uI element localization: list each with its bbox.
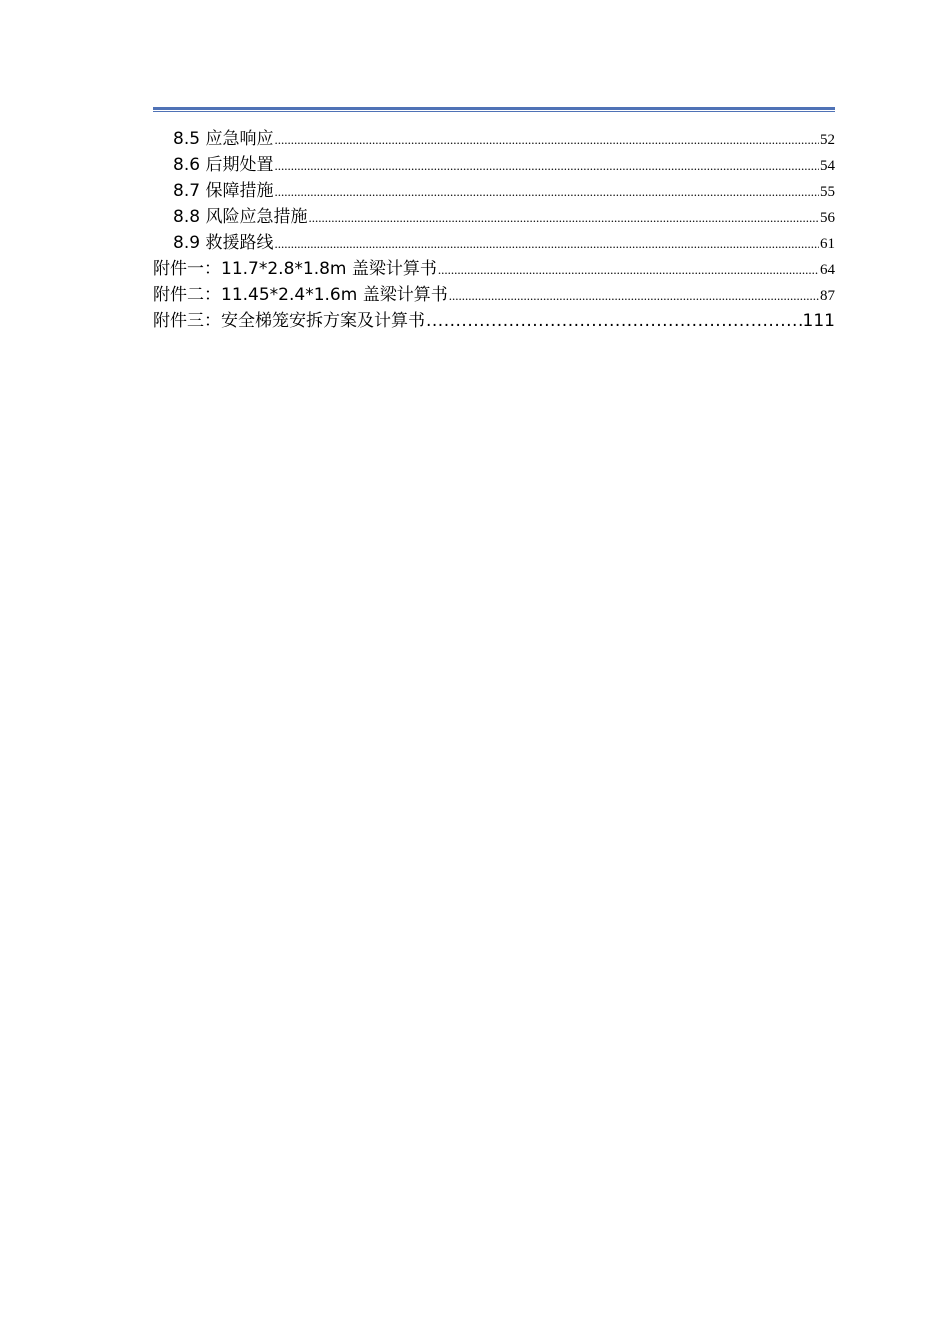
toc-dot-leader [274, 127, 819, 153]
toc-entry-title: 附件二：11.45*2.4*1.6m 盖梁计算书 [153, 285, 448, 305]
toc-entry-title: 8.5 应急响应 [173, 129, 274, 149]
toc-entry[interactable] [153, 308, 835, 334]
toc-entry-page: 55 [820, 184, 835, 200]
toc-entry-title: 8.7 保障措施 [173, 181, 274, 201]
toc-entry[interactable] [153, 204, 835, 230]
toc-entry-page: 52 [820, 132, 835, 148]
toc-entry-title: 8.8 风险应急措施 [173, 207, 308, 227]
toc-dot-leader [426, 308, 802, 334]
toc-entry[interactable] [153, 178, 835, 204]
toc-entry-title: 附件三：安全梯笼安拆方案及计算书 [153, 311, 425, 331]
toc-entry-page: 61 [820, 236, 835, 252]
toc-entry-page: 111 [802, 311, 835, 331]
toc-entry[interactable] [153, 282, 835, 308]
toc-entry-page: 56 [820, 210, 835, 226]
toc-entry-title: 附件一：11.7*2.8*1.8m 盖梁计算书 [153, 259, 437, 279]
toc-entry-title: 8.9 救援路线 [173, 233, 274, 253]
toc-entry-page: 87 [820, 288, 835, 304]
toc-entry[interactable] [153, 152, 835, 178]
header-rule-thick-line [153, 107, 835, 110]
toc-dot-leader [449, 283, 819, 309]
table-of-contents [153, 126, 835, 334]
toc-dot-leader [274, 231, 819, 257]
toc-dot-leader [274, 153, 819, 179]
header-rule [153, 107, 835, 113]
header-rule-thin-line [153, 111, 835, 112]
toc-dot-leader [274, 179, 819, 205]
toc-dot-leader [438, 257, 819, 283]
toc-dot-leader [308, 205, 819, 231]
toc-entry-page: 64 [820, 262, 835, 278]
toc-entry-title: 8.6 后期处置 [173, 155, 274, 175]
toc-entry[interactable] [153, 126, 835, 152]
toc-entry[interactable] [153, 230, 835, 256]
toc-entry-page: 54 [820, 158, 835, 174]
toc-entry[interactable] [153, 256, 835, 282]
